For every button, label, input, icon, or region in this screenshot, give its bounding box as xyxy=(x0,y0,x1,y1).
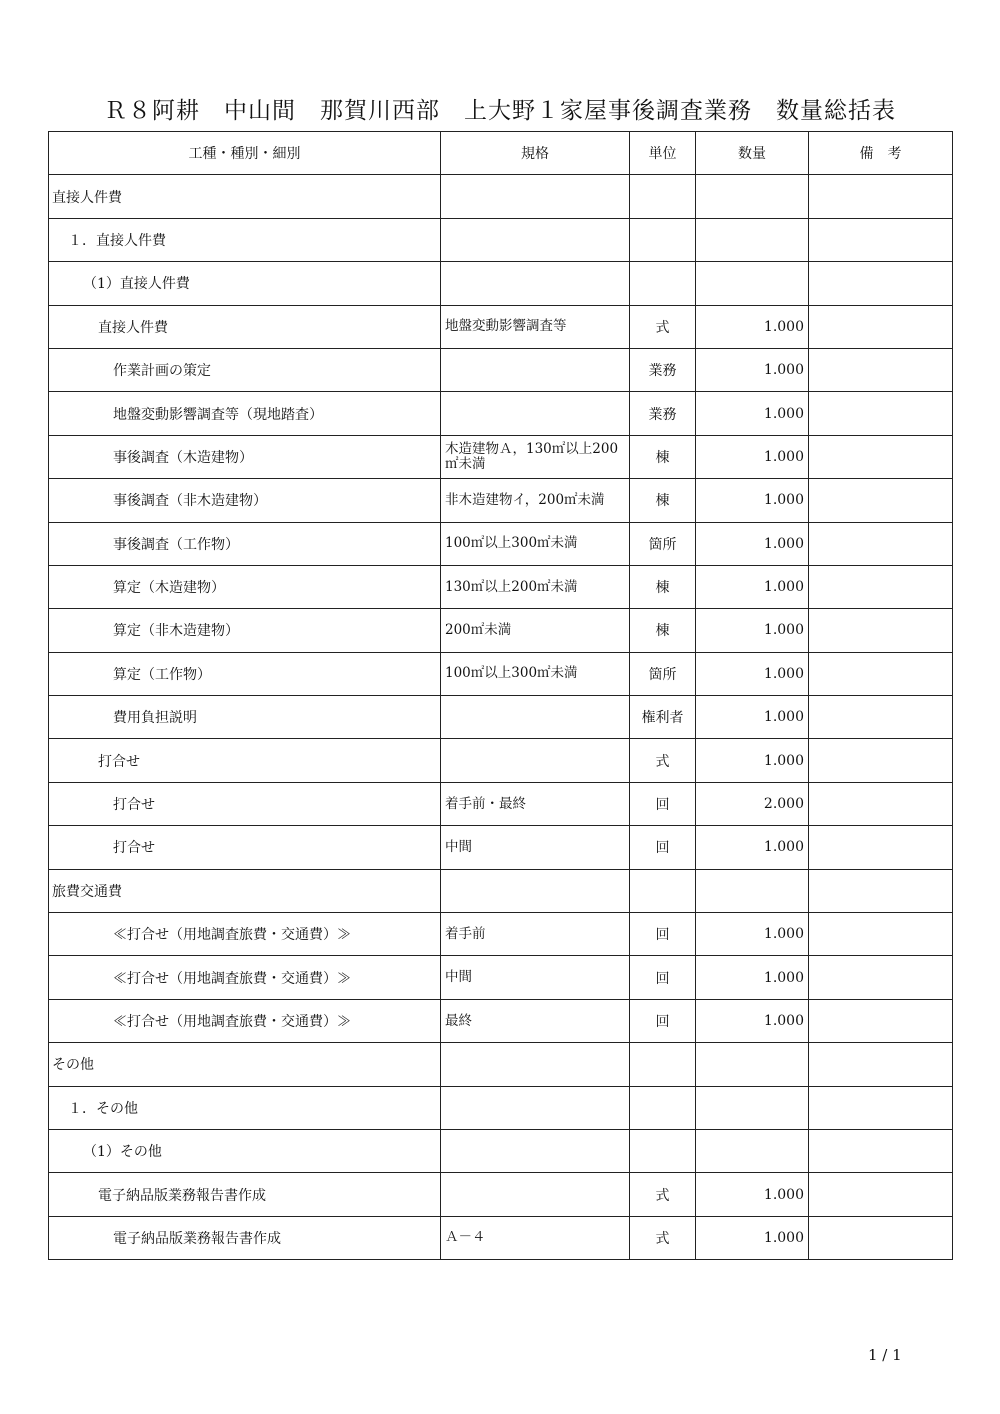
item-name-cell: 算定（非木造建物） xyxy=(49,609,441,652)
note-cell xyxy=(809,999,953,1042)
unit-cell: 棟 xyxy=(630,479,696,522)
unit-cell: 箇所 xyxy=(630,652,696,695)
unit-cell: 回 xyxy=(630,956,696,999)
unit-cell: 棟 xyxy=(630,565,696,608)
table-row xyxy=(49,565,953,608)
item-name-cell: 事後調査（非木造建物） xyxy=(49,479,441,522)
note-cell xyxy=(809,175,953,218)
unit-cell xyxy=(630,218,696,261)
table-row xyxy=(49,175,953,218)
unit-cell: 権利者 xyxy=(630,696,696,739)
note-cell xyxy=(809,565,953,608)
table-row xyxy=(49,609,953,652)
spec-cell: 中間 xyxy=(441,826,630,869)
spec-cell: 着手前 xyxy=(441,913,630,956)
quantity-cell: 1.000 xyxy=(696,522,809,565)
quantity-cell xyxy=(696,175,809,218)
unit-cell: 業務 xyxy=(630,348,696,391)
spec-cell xyxy=(441,696,630,739)
unit-cell xyxy=(630,869,696,912)
table-row xyxy=(49,262,953,305)
table-row xyxy=(49,913,953,956)
quantity-cell: 1.000 xyxy=(696,999,809,1042)
note-cell xyxy=(809,652,953,695)
note-cell xyxy=(809,956,953,999)
spec-cell: 木造建物Ａ，130㎡以上200㎡未満 xyxy=(441,435,630,478)
table-row xyxy=(49,782,953,825)
quantity-cell: 2.000 xyxy=(696,782,809,825)
quantity-cell: 1.000 xyxy=(696,479,809,522)
spec-cell xyxy=(441,869,630,912)
note-cell xyxy=(809,739,953,782)
quantity-summary-table xyxy=(48,131,953,1260)
note-cell xyxy=(809,262,953,305)
item-name-cell: 打合せ xyxy=(49,826,441,869)
spec-cell: 200㎡未満 xyxy=(441,609,630,652)
spec-cell: 100㎡以上300㎡未満 xyxy=(441,522,630,565)
note-cell xyxy=(809,609,953,652)
quantity-cell: 1.000 xyxy=(696,956,809,999)
item-name-cell: 算定（工作物） xyxy=(49,652,441,695)
quantity-cell: 1.000 xyxy=(696,826,809,869)
item-name-cell: （1）その他 xyxy=(49,1129,441,1172)
unit-cell xyxy=(630,1043,696,1086)
header-note: 備 考 xyxy=(809,132,953,175)
quantity-cell: 1.000 xyxy=(696,652,809,695)
quantity-cell xyxy=(696,218,809,261)
note-cell xyxy=(809,1173,953,1216)
note-cell xyxy=(809,913,953,956)
note-cell xyxy=(809,1129,953,1172)
table-row xyxy=(49,999,953,1042)
item-name-cell: １．直接人件費 xyxy=(49,218,441,261)
quantity-cell: 1.000 xyxy=(696,392,809,435)
header-unit: 単位 xyxy=(630,132,696,175)
note-cell xyxy=(809,479,953,522)
table-row xyxy=(49,869,953,912)
item-name-cell: 電子納品版業務報告書作成 xyxy=(49,1173,441,1216)
item-name-cell: 直接人件費 xyxy=(49,305,441,348)
item-name-cell: 事後調査（木造建物） xyxy=(49,435,441,478)
spec-cell xyxy=(441,1086,630,1129)
spec-cell xyxy=(441,739,630,782)
item-name-cell: 打合せ xyxy=(49,739,441,782)
document-title: Ｒ８阿耕 中山間 那賀川西部 上大野１家屋事後調査業務 数量総括表 xyxy=(104,98,896,124)
note-cell xyxy=(809,696,953,739)
note-cell xyxy=(809,1043,953,1086)
spec-cell xyxy=(441,1129,630,1172)
header-quantity: 数量 xyxy=(696,132,809,175)
unit-cell: 箇所 xyxy=(630,522,696,565)
quantity-cell: 1.000 xyxy=(696,696,809,739)
table-row xyxy=(49,1129,953,1172)
header-name: 工種・種別・細別 xyxy=(49,132,441,175)
note-cell xyxy=(809,435,953,478)
note-cell xyxy=(809,782,953,825)
quantity-cell: 1.000 xyxy=(696,565,809,608)
item-name-cell: 直接人件費 xyxy=(49,175,441,218)
unit-cell: 回 xyxy=(630,782,696,825)
page-number: 1 / 1 xyxy=(868,1346,902,1364)
unit-cell: 式 xyxy=(630,305,696,348)
quantity-cell: 1.000 xyxy=(696,1173,809,1216)
item-name-cell: 旅費交通費 xyxy=(49,869,441,912)
spec-cell xyxy=(441,175,630,218)
table-row xyxy=(49,522,953,565)
spec-cell: 地盤変動影響調査等 xyxy=(441,305,630,348)
spec-cell: 非木造建物イ，200㎡未満 xyxy=(441,479,630,522)
spec-cell xyxy=(441,392,630,435)
table-row xyxy=(49,305,953,348)
unit-cell: 式 xyxy=(630,1173,696,1216)
quantity-cell xyxy=(696,1129,809,1172)
spec-cell: 最終 xyxy=(441,999,630,1042)
quantity-cell: 1.000 xyxy=(696,739,809,782)
item-name-cell: 作業計画の策定 xyxy=(49,348,441,391)
spec-cell: Ａ－４ xyxy=(441,1216,630,1259)
item-name-cell: （1）直接人件費 xyxy=(49,262,441,305)
spec-cell: 中間 xyxy=(441,956,630,999)
item-name-cell: ≪打合せ（用地調査旅費・交通費）≫ xyxy=(49,913,441,956)
table-row xyxy=(49,739,953,782)
item-name-cell: 費用負担説明 xyxy=(49,696,441,739)
header-spec: 規格 xyxy=(441,132,630,175)
table-row xyxy=(49,1173,953,1216)
unit-cell xyxy=(630,175,696,218)
item-name-cell: 地盤変動影響調査等（現地踏査） xyxy=(49,392,441,435)
table-row xyxy=(49,435,953,478)
unit-cell: 回 xyxy=(630,913,696,956)
item-name-cell: ≪打合せ（用地調査旅費・交通費）≫ xyxy=(49,999,441,1042)
table-row xyxy=(49,826,953,869)
note-cell xyxy=(809,869,953,912)
table-row xyxy=(49,479,953,522)
spec-cell xyxy=(441,218,630,261)
spec-cell: 100㎡以上300㎡未満 xyxy=(441,652,630,695)
quantity-cell: 1.000 xyxy=(696,348,809,391)
unit-cell: 棟 xyxy=(630,609,696,652)
quantity-cell xyxy=(696,1086,809,1129)
unit-cell: 式 xyxy=(630,1216,696,1259)
unit-cell: 棟 xyxy=(630,435,696,478)
quantity-cell: 1.000 xyxy=(696,305,809,348)
note-cell xyxy=(809,522,953,565)
spec-cell xyxy=(441,1043,630,1086)
note-cell xyxy=(809,1086,953,1129)
unit-cell xyxy=(630,1086,696,1129)
item-name-cell: 電子納品版業務報告書作成 xyxy=(49,1216,441,1259)
quantity-cell: 1.000 xyxy=(696,913,809,956)
item-name-cell: ≪打合せ（用地調査旅費・交通費）≫ xyxy=(49,956,441,999)
note-cell xyxy=(809,348,953,391)
table-row xyxy=(49,956,953,999)
unit-cell: 回 xyxy=(630,999,696,1042)
note-cell xyxy=(809,826,953,869)
item-name-cell: 打合せ xyxy=(49,782,441,825)
item-name-cell: 事後調査（工作物） xyxy=(49,522,441,565)
quantity-cell: 1.000 xyxy=(696,435,809,478)
quantity-cell xyxy=(696,869,809,912)
item-name-cell: １．その他 xyxy=(49,1086,441,1129)
spec-cell xyxy=(441,262,630,305)
item-name-cell: 算定（木造建物） xyxy=(49,565,441,608)
table-row xyxy=(49,652,953,695)
spec-cell: 130㎡以上200㎡未満 xyxy=(441,565,630,608)
table-row xyxy=(49,696,953,739)
table-row xyxy=(49,1086,953,1129)
note-cell xyxy=(809,392,953,435)
table-row xyxy=(49,1043,953,1086)
unit-cell xyxy=(630,1129,696,1172)
unit-cell: 業務 xyxy=(630,392,696,435)
table-row xyxy=(49,218,953,261)
unit-cell: 式 xyxy=(630,739,696,782)
quantity-cell: 1.000 xyxy=(696,1216,809,1259)
table-row xyxy=(49,1216,953,1259)
table-row xyxy=(49,392,953,435)
spec-cell xyxy=(441,348,630,391)
unit-cell xyxy=(630,262,696,305)
spec-cell: 着手前・最終 xyxy=(441,782,630,825)
item-name-cell: その他 xyxy=(49,1043,441,1086)
note-cell xyxy=(809,305,953,348)
note-cell xyxy=(809,1216,953,1259)
note-cell xyxy=(809,218,953,261)
quantity-cell xyxy=(696,1043,809,1086)
quantity-cell xyxy=(696,262,809,305)
spec-cell xyxy=(441,1173,630,1216)
table-row xyxy=(49,348,953,391)
table-header-row xyxy=(49,132,953,175)
table-body xyxy=(49,175,953,1260)
unit-cell: 回 xyxy=(630,826,696,869)
quantity-cell: 1.000 xyxy=(696,609,809,652)
